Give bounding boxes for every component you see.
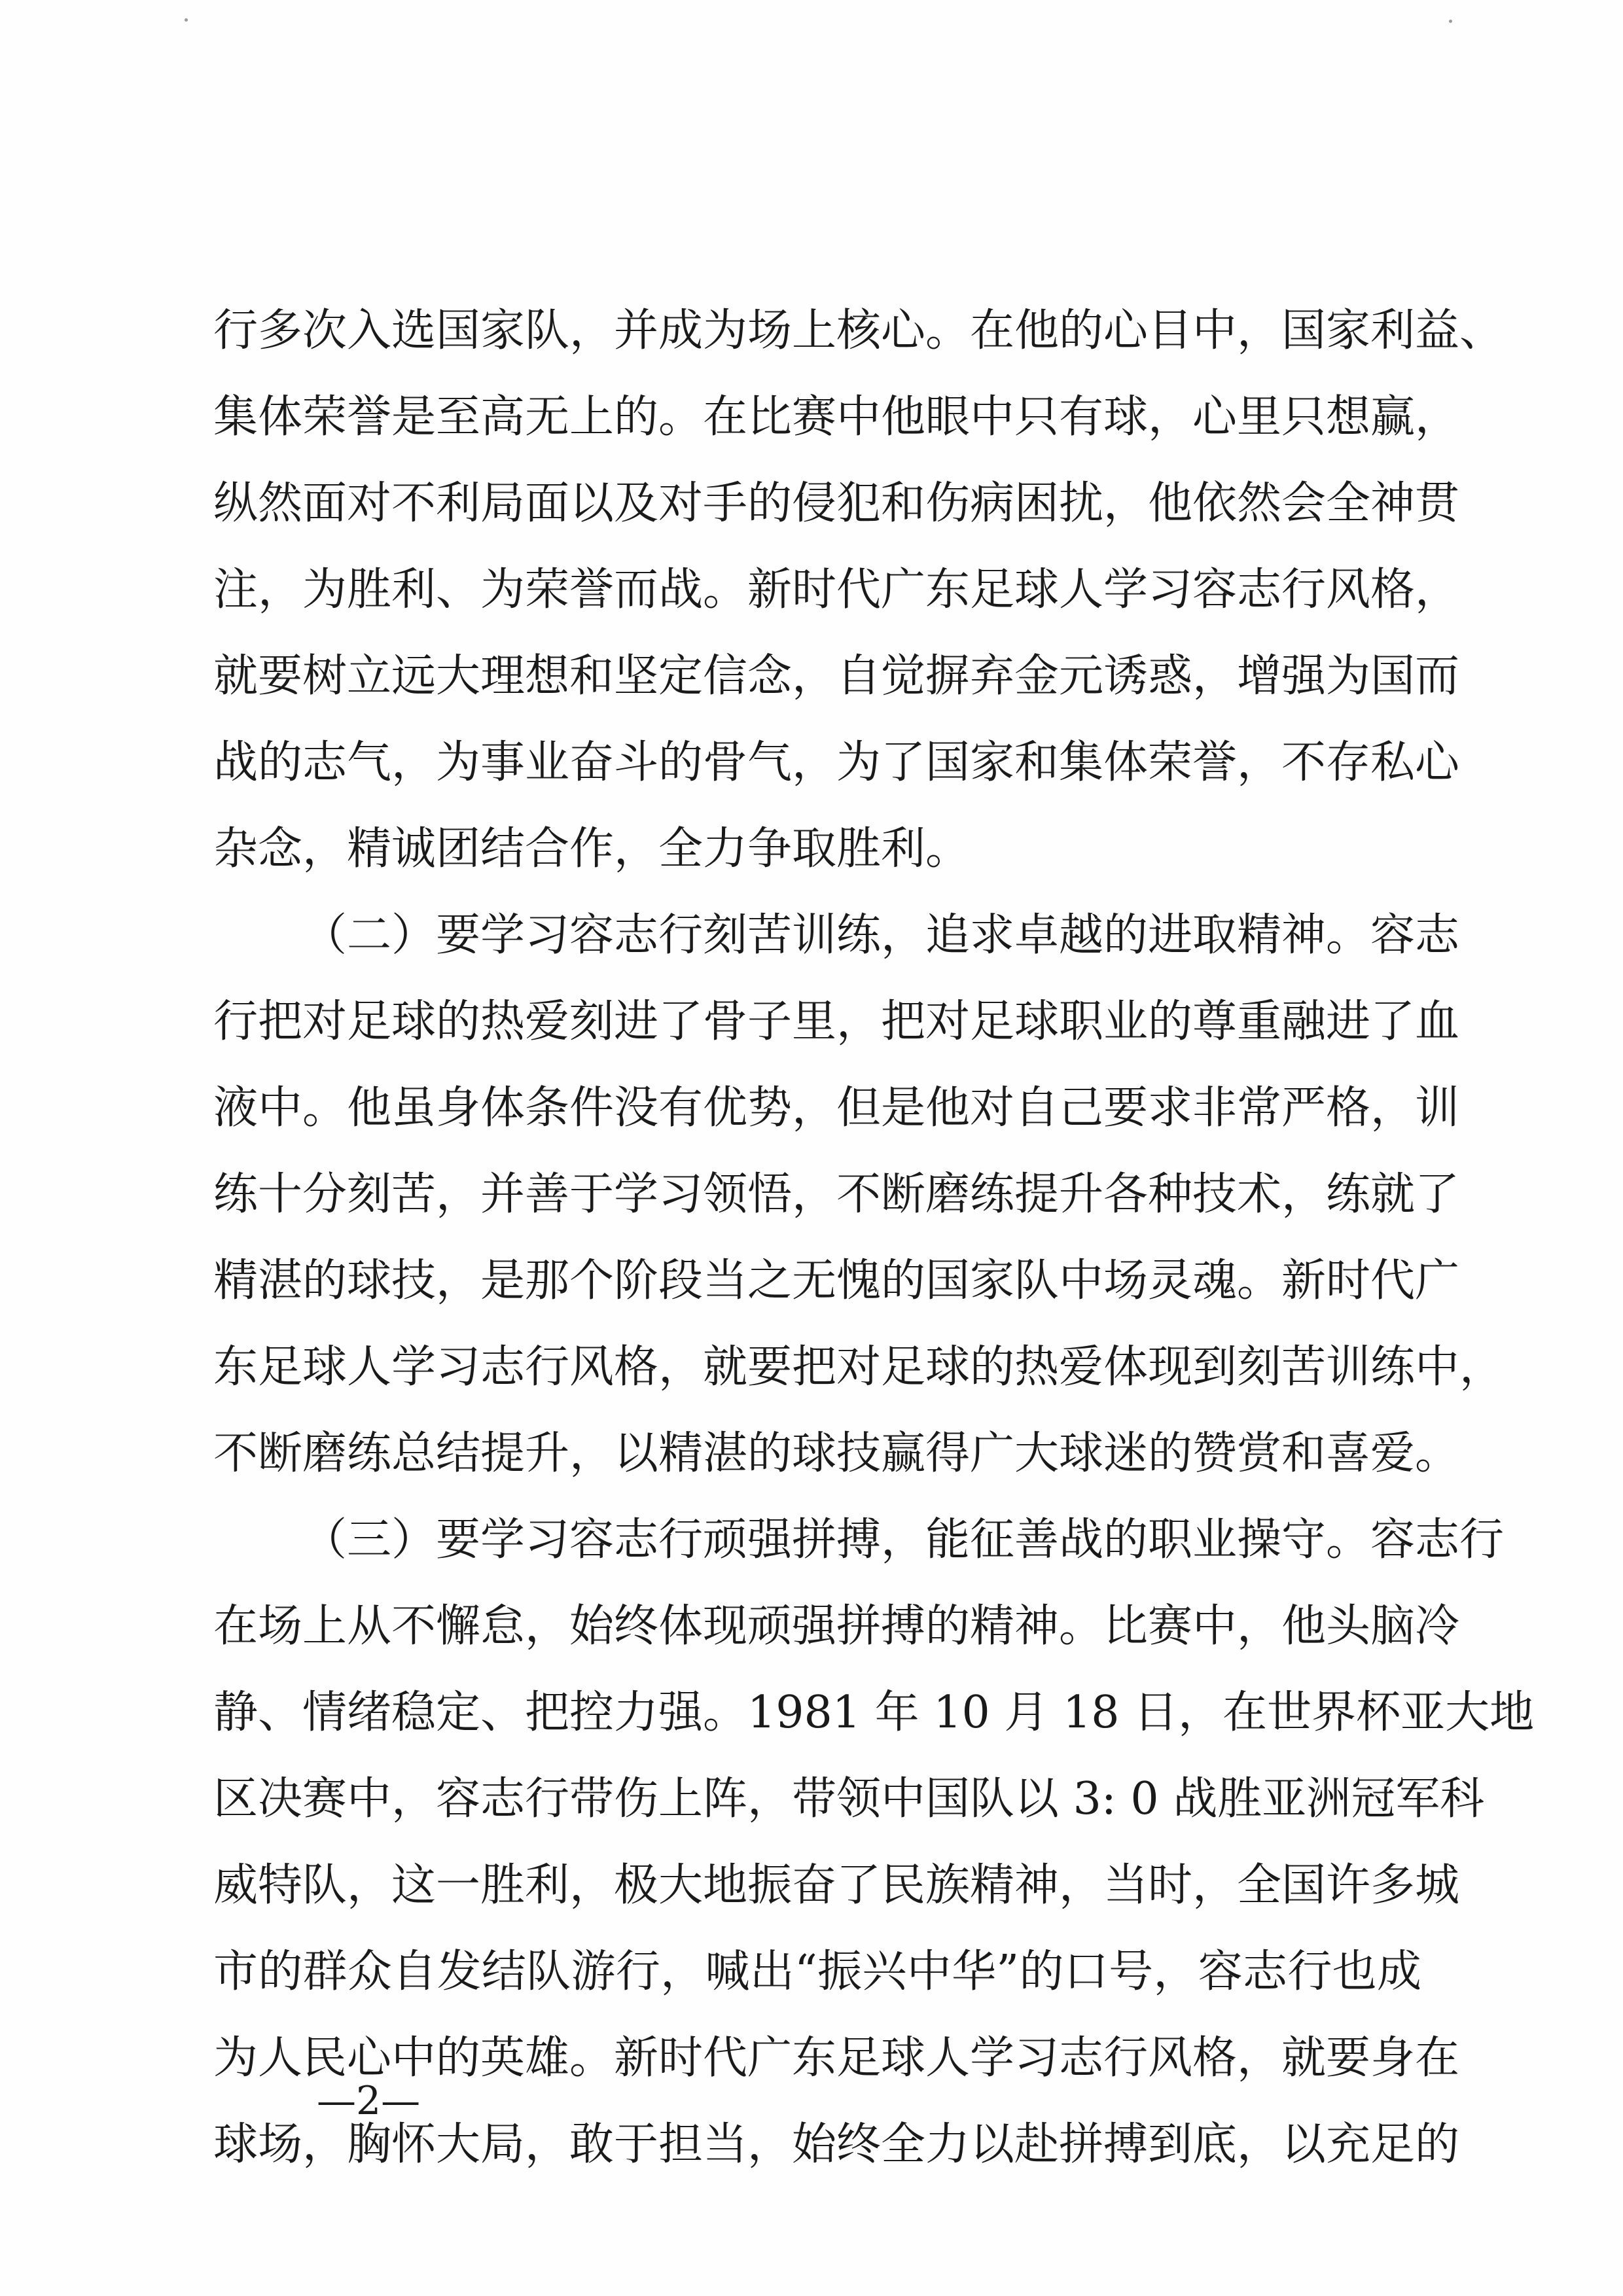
- text-line: 注，为胜利、为荣誉而战。新时代广东足球人学习容志行风格，: [213, 564, 1460, 616]
- text-line: 威特队，这一胜利，极大地振奋了民族精神，当时，全国许多城: [213, 1860, 1460, 1911]
- text-line: 战的志气，为事业奋斗的骨气，为了国家和集体荣誉，不存私心: [213, 737, 1460, 788]
- text-line: 纵然面对不利局面以及对手的侵犯和伤病困扰，他依然会全神贯: [213, 478, 1460, 529]
- text-line: 杂念，精诚团结合作，全力争取胜利。: [213, 823, 971, 875]
- text-line: 行把对足球的热爱刻进了骨子里，把对足球职业的尊重融进了血: [213, 996, 1460, 1048]
- text-line: 区决赛中，容志行带伤上阵，带领中国队以 3: 0 战胜亚洲冠军科: [213, 1773, 1485, 1825]
- text-line: 东足球人学习志行风格，就要把对足球的热爱体现到刻苦训练中，: [213, 1341, 1505, 1393]
- text-line: 为人民心中的英雄。新时代广东足球人学习志行风格，就要身在: [213, 2032, 1460, 2084]
- text-line: 就要树立远大理想和坚定信念，自觉摒弃金元诱惑，增强为国而: [213, 650, 1460, 702]
- text-line: （二）要学习容志行刻苦训练，追求卓越的进取精神。容志: [302, 910, 1460, 961]
- text-line: 市的群众自发结队游行，喊出“振兴中华”的口号，容志行也成: [213, 1946, 1421, 1998]
- text-line: 行多次入选国家队，并成为场上核心。在他的心目中，国家利益、: [213, 305, 1505, 357]
- body-text: [213, 288, 1535, 2188]
- text-line: 练十分刻苦，并善于学习领悟，不断磨练提升各种技术，练就了: [213, 1169, 1460, 1220]
- page-number: —2—: [317, 2078, 421, 2124]
- scan-speck: [185, 18, 188, 22]
- text-line: 球场，胸怀大局，敢于担当，始终全力以赴拼搏到底，以充足的: [213, 2119, 1460, 2170]
- text-line: （三）要学习容志行顽强拼搏，能征善战的职业操守。容志行: [302, 1514, 1505, 1566]
- text-line: 在场上从不懈怠，始终体现顽强拼搏的精神。比赛中，他头脑冷: [213, 1600, 1460, 1652]
- text-line: 液中。他虽身体条件没有优势，但是他对自己要求非常严格，训: [213, 1082, 1460, 1134]
- text-line: 集体荣誉是至高无上的。在比赛中他眼中只有球，心里只想赢，: [213, 391, 1460, 443]
- text-line: 不断磨练总结提升，以精湛的球技赢得广大球迷的赞赏和喜爱。: [213, 1428, 1460, 1479]
- scan-speck: [1449, 20, 1452, 23]
- text-line: 精湛的球技，是那个阶段当之无愧的国家队中场灵魂。新时代广: [213, 1255, 1460, 1307]
- text-line: 静、情绪稳定、把控力强。1981 年 10 月 18 日，在世界杯亚大地: [213, 1687, 1535, 1739]
